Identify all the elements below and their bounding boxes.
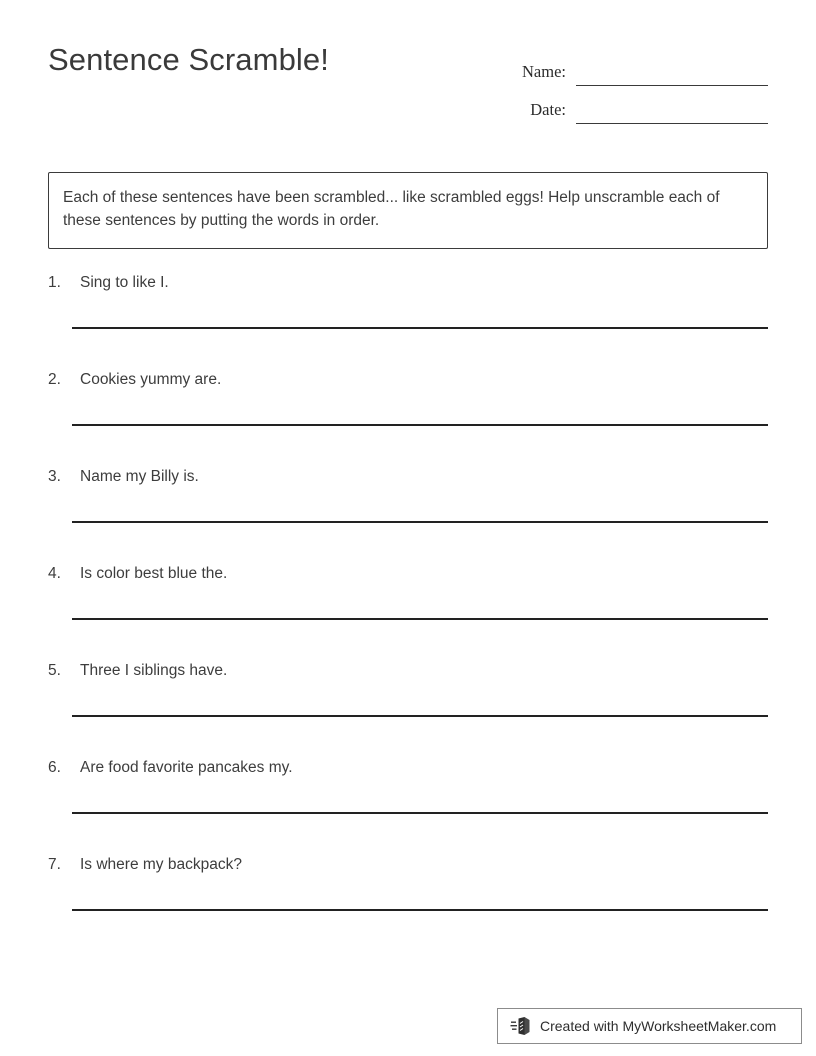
- date-field-row: [512, 86, 768, 124]
- date-input-line[interactable]: [576, 101, 768, 124]
- question-text: Three I siblings have.: [80, 662, 228, 679]
- page-title: Sentence Scramble!: [48, 42, 329, 77]
- footer-attribution-badge[interactable]: [497, 1008, 802, 1044]
- date-field-label: Date:: [530, 100, 566, 119]
- instructions-text: Each of these sentences have been scrambled... like scrambled eggs! Help unscramble each of these sentences by putting the words in order.: [63, 189, 720, 229]
- question-head: [48, 274, 768, 292]
- question-text: Is where my backpack?: [80, 856, 242, 873]
- answer-line[interactable]: [72, 715, 768, 717]
- question-head: [48, 371, 768, 389]
- question-head: [48, 565, 768, 583]
- question-number: 7.: [48, 856, 61, 873]
- question-item-6: [48, 759, 768, 856]
- question-item-4: [48, 565, 768, 662]
- question-item-2: [48, 371, 768, 468]
- question-head: [48, 662, 768, 680]
- answer-line[interactable]: [72, 327, 768, 329]
- name-input-line[interactable]: [576, 63, 768, 86]
- question-item-5: [48, 662, 768, 759]
- question-number: 4.: [48, 565, 61, 582]
- name-field-label: Name:: [522, 62, 566, 81]
- question-head: [48, 856, 768, 874]
- question-head: [48, 759, 768, 777]
- question-text: Name my Billy is.: [80, 468, 199, 485]
- question-text: Are food favorite pancakes my.: [80, 759, 293, 776]
- question-number: 6.: [48, 759, 61, 776]
- question-number: 2.: [48, 371, 61, 388]
- answer-line[interactable]: [72, 812, 768, 814]
- question-item-3: [48, 468, 768, 565]
- name-field-row: [512, 48, 768, 86]
- question-text: Cookies yummy are.: [80, 371, 222, 388]
- question-list: [48, 274, 768, 953]
- answer-line[interactable]: [72, 521, 768, 523]
- answer-line[interactable]: [72, 909, 768, 911]
- worksheet-header: [0, 40, 816, 130]
- answer-line[interactable]: [72, 618, 768, 620]
- footer-attribution-text: Created with MyWorksheetMaker.com: [540, 1018, 777, 1034]
- question-item-1: [48, 274, 768, 371]
- question-number: 5.: [48, 662, 61, 679]
- question-item-7: [48, 856, 768, 953]
- question-number: 3.: [48, 468, 61, 485]
- question-text: Is color best blue the.: [80, 565, 228, 582]
- question-text: Sing to like I.: [80, 274, 169, 291]
- myworksheetmaker-logo-icon: [510, 1015, 532, 1037]
- answer-line[interactable]: [72, 424, 768, 426]
- question-head: [48, 468, 768, 486]
- name-date-block: [512, 48, 768, 124]
- question-number: 1.: [48, 274, 61, 291]
- instructions-box: [48, 172, 768, 249]
